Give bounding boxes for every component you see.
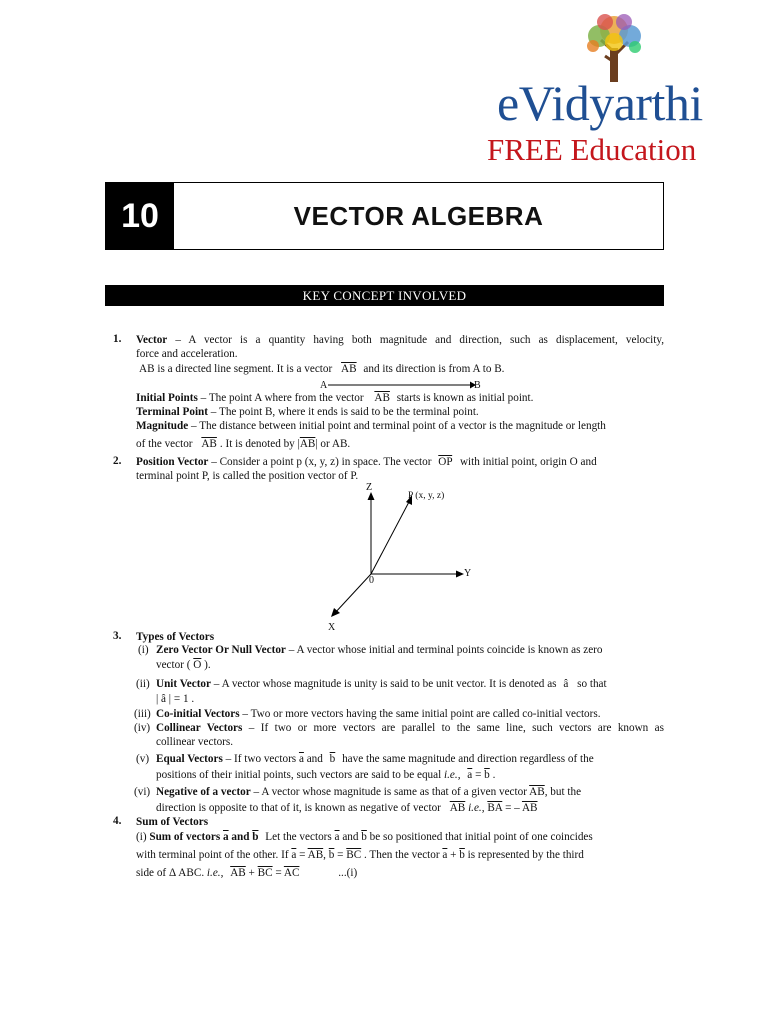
vector-line-1 [136,333,664,347]
text: i.e., [206,867,224,879]
unit-vector-symbol: â [563,678,569,690]
text: = [299,849,306,861]
negative-vector-line-1 [156,785,581,799]
text: – Two or more vectors having the same initial point are called co-initial vectors. [239,708,601,720]
text: with terminal point of the other. If [136,849,289,861]
vector-symbol: $\overline{a}$ [467,769,473,781]
vector-symbol: $\overline{AB}$ [529,786,545,798]
text: vector ( [156,659,191,671]
text: be so positioned that initial point of one coincides [369,831,593,843]
vector-symbol: $\overline{OP}$ [438,456,453,468]
text: side of [136,867,167,879]
item-number: 3. [113,630,122,642]
terminal-point-line [136,405,479,419]
text: – The point B, where it ends is said to be the terminal point. [208,406,479,418]
vector-symbol: $\overline{b}$ [329,753,336,765]
item-number: 2. [113,455,122,467]
text: – If two or more vectors are parallel to the same line, such vectors are known as [242,722,665,734]
y-arrow-icon [456,571,464,578]
vector-symbol: $\overline{b}$ [252,831,259,843]
sum-line-2: with terminal point of the other. If $\overline{a} = \overline{AB}$, $\overline{b} = \overline{BC}$ . Then the vector $\overline{a} + \overline{b}$ is represented by the third [136,849,584,861]
vector-symbol: $\overline{b}$ [328,849,335,861]
unit-vector-line-1 [156,677,607,691]
chapter-title: VECTOR ALGEBRA [293,200,544,231]
vector-symbol: $\overline{BC}$ [257,867,273,879]
negative-vector-line-2 [156,801,538,815]
collinear-line-1 [156,721,664,735]
text: – Consider a point p (x, y, z) in space. The vector [208,456,432,468]
text: – The point A where from the vector [197,392,364,404]
text: i.e., [444,769,461,781]
point-p-label: P (x, y, z) [408,491,445,501]
vector-symbol: $\overline{AB}$ [307,849,324,861]
types-title: Types of Vectors [136,631,215,643]
unit-vector-line-2: | â | = 1 . [156,693,195,705]
term: Negative of a vector [156,786,251,798]
text: | or AB. [315,438,351,450]
equation-reference: ...(i) [338,867,358,879]
position-vector-line-2: terminal point P, is called the position vector of P. [136,470,359,482]
y-axis-label: Y [464,568,472,579]
term: Vector [136,334,168,346]
vector-line-3 [139,362,504,376]
op-vector-line [371,500,410,574]
chapter-number: 10 [106,183,174,249]
zero-vector-line-2 [156,658,211,672]
magnitude-line-2 [136,437,350,451]
term: Terminal Point [136,406,208,418]
term: Zero Vector Or Null Vector [156,644,286,656]
axes-diagram [320,480,480,630]
text: – If two vectors [222,753,297,765]
vector-line-2: force and acceleration. [136,348,238,360]
term: Magnitude [136,420,189,432]
text: of the vector [136,438,193,450]
vector-symbol: $\overline{O}$ [193,659,202,671]
point-a-label: A [320,380,328,391]
text: i.e., [468,802,485,814]
text: have the same magnitude and direction regardless of the [342,753,594,765]
tree-logo-icon [583,12,645,84]
text: so that [577,678,607,690]
equal-vectors-line-2 [156,768,495,782]
sum-title: Sum of Vectors [136,816,209,828]
vector-symbol: $\overline{a}$ [291,849,297,861]
vector-symbol: $\overline{a}$ [442,849,448,861]
vector-symbol: $\overline{a}$ [223,831,229,843]
brand-name: eVidyarthi [497,75,703,131]
roman-iv: (iv) [134,722,151,734]
text: , but the [544,786,582,798]
text: and its direction is from A to B. [363,363,505,375]
text: – A vector whose magnitude is same as that of a given vector [250,786,527,798]
roman-ii: (ii) [136,678,150,690]
text: positions of their initial points, such vectors are said to be equal [156,769,442,781]
vector-symbol: $\overline{a}$ [298,753,304,765]
point-b-label: B [474,380,481,391]
vector-symbol: $\overline{AB}$ [299,438,316,450]
vector-symbol: $\overline{AB}$ [449,802,466,814]
direction-arrow-icon [328,380,476,390]
text: – The distance between initial point and terminal point of a vector is the magnitude or length [188,420,606,432]
text: = [275,867,282,879]
roman-v: (v) [136,753,150,765]
term: Equal Vectors [156,753,223,765]
vector-symbol: $\overline{b}$ [459,849,465,861]
z-axis-label: Z [366,482,373,493]
vector-symbol: $\overline{AB}$ [521,802,538,814]
text: = [337,849,344,861]
text: AB is a directed line segment. It is a vector [139,363,333,375]
text: . Then the vector [364,849,440,861]
term: Collinear Vectors [156,722,243,734]
text: and [306,753,323,765]
origin-label: 0 [369,575,374,586]
zero-vector-line-1 [156,643,603,657]
x-axis-line [334,574,371,614]
text: + [450,849,457,861]
text: . It is denoted by | [219,438,300,450]
brand-tagline: FREE Education [487,132,697,167]
vector-symbol: $\overline{AB}$ [201,438,217,450]
roman-i: (i) [138,644,149,656]
x-axis-label: X [328,622,336,633]
text: Let the vectors [265,831,332,843]
section-title-bar: KEY CONCEPT INVOLVED [105,285,664,306]
vector-symbol: $\overline{BC}$ [346,849,362,861]
term: Sum of vectors [149,831,221,843]
roman-iii: (iii) [134,708,151,720]
co-initial-line [156,707,601,721]
vector-symbol: $\overline{AB}$ [341,363,357,375]
roman-vi: (vi) [134,786,151,798]
text: = – [505,802,520,814]
text: is represented by the third [467,849,584,861]
equal-vectors-line-1 [156,752,664,766]
position-vector-line-1 [136,455,597,469]
item-number: 4. [113,815,122,827]
text: starts is known as initial point. [396,392,534,404]
initial-point-line [136,391,533,405]
collinear-line-2: collinear vectors. [156,736,234,748]
vector-symbol: $\overline{AB}$ [374,392,390,404]
text: = [475,769,482,781]
vector-symbol: $\overline{b}$ [361,831,367,843]
text: (i) [136,831,147,843]
term: and [231,831,250,843]
text: – A vector whose magnitude is unity is said to be unit vector. It is denoted as [211,678,557,690]
vector-symbol: $\overline{a}$ [334,831,340,843]
item-number: 1. [113,333,122,345]
text: with initial point, origin O and [459,456,597,468]
term: Unit Vector [156,678,211,690]
text: and [342,831,359,843]
vector-symbol: $\overline{AC}$ [283,867,300,879]
term: Co-initial Vectors [156,708,240,720]
term: Position Vector [136,456,209,468]
text: ). [204,659,211,671]
text: Δ ABC. [168,867,205,879]
text: – A vector is a quantity having both magnitude and direction, such as displacement, velocity, [167,334,664,346]
chapter-header [105,182,664,250]
text: + [248,867,255,879]
sum-line-1 [136,830,664,844]
text: – A vector whose initial and terminal points coincide is known as zero [285,644,603,656]
vector-symbol: $\overline{AB}$ [230,867,246,879]
sum-line-3 [136,866,357,880]
text: . [492,769,496,781]
text: direction is opposite to that of it, is known as negative of vector [156,802,441,814]
vector-symbol: $\overline{BA}$ [487,802,503,814]
term: Initial Points [136,392,198,404]
magnitude-line-1 [136,419,606,433]
vector-symbol: $\overline{b}$ [484,769,490,781]
